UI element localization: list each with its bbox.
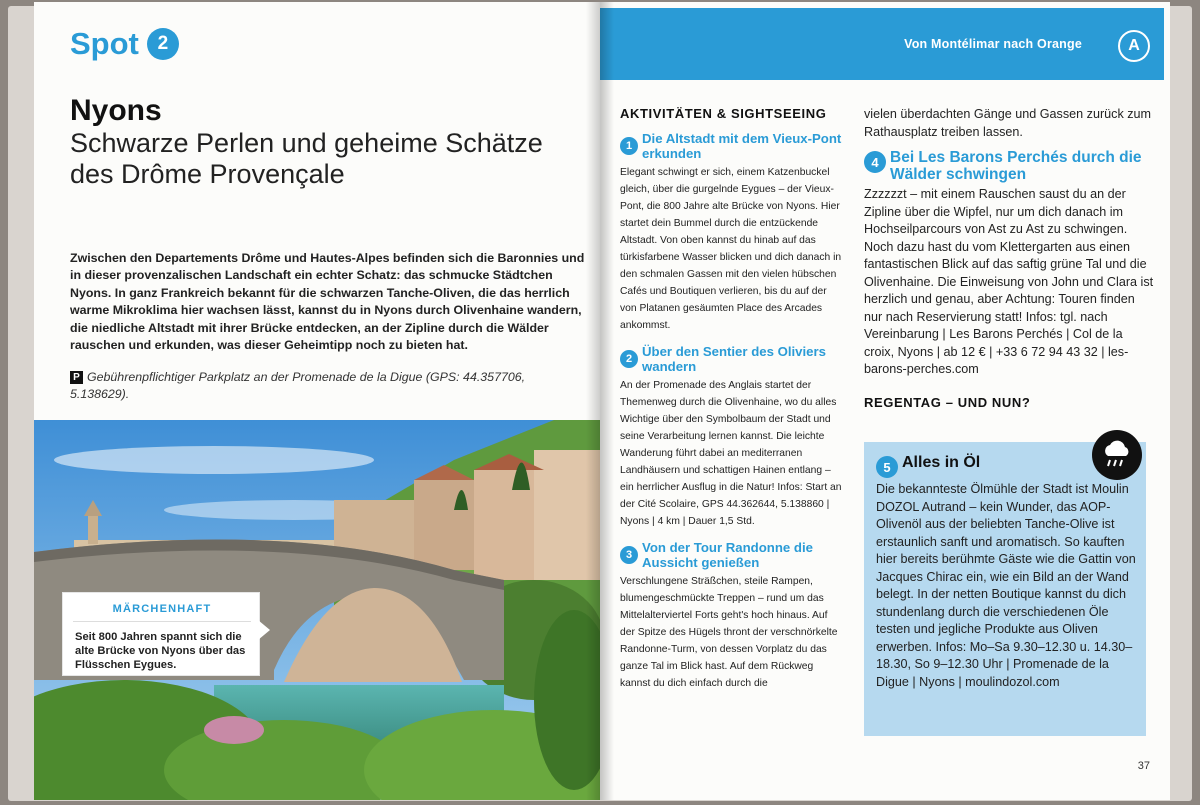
book-gutter-shadow (586, 2, 614, 800)
activity-1 (620, 131, 842, 334)
spot-text: Spot (70, 26, 139, 61)
column-left (620, 106, 842, 702)
left-page (34, 2, 600, 800)
callout-divider (73, 621, 251, 622)
page-title: Nyons (70, 94, 162, 127)
activity-body: An der Promenade des Anglais startet der Themenweg durch die Olivenhaine, wo du alles Wichtige über den Symbolbaum der Stadt und seine Verarbeitung lernen kannst. Die leichte Wanderung führt dabei an mediterranen Landhäusern und schattigen Hainen entlang – ein herrlicher Ausflug in die Natur! Infos: Start an der Cité Scolaire, GPS 44.362644, 5.138860 | Nyons | 4 km | Dauer 1,5 Std. (620, 380, 842, 527)
callout-box (62, 592, 260, 676)
right-page (600, 2, 1170, 800)
parking-text: Gebührenpflichtiger Parkplatz an der Promenade de la Digue (GPS: 44.357706, 5.138629). (70, 370, 526, 401)
parking-info (70, 369, 586, 403)
rain-day-box (864, 442, 1146, 736)
activity-3 (620, 540, 842, 692)
rain-box-body: Die bekannteste Ölmühle der Stadt ist Moulin DOZOL Autrand – kein Wunder, das AOP-Olivenöl aus der beliebten Tanche-Olive ist erstaunlich sanft und aromatisch. So kauften hier bereits berühmte Gäste wie die Gattin von Jacques Chirac ein, wie ein Bild an der Wand belegt. In der netten Boutique kannst du dich stundenlang durch die verschiedenen Öle testen und jegliche Produkte aus Oliven erwerben. Infos: Mo–Sa 9.30–12.30 u. 14.30–18.30, So 9–12.30 Uhr | Promenade de la Digue | Nyons | moulindozol.com (876, 482, 1136, 689)
activity-number: 5 (876, 456, 898, 478)
activity-number: 1 (620, 137, 638, 155)
activity-title: Über den Sentier des Oliviers wandern (642, 344, 826, 374)
activity-number: 3 (620, 546, 638, 564)
activity-title: Die Altstadt mit dem Vieux-Pont erkunden (642, 131, 842, 161)
intro-paragraph: Zwischen den Departements Drôme und Hautes-Alpes befinden sich die Baronnies und in dieser provenzalischen Landschaft ein echter Schatz: das schmucke Städtchen Nyons. In ganz Frankreich bekannt für die schwarzen Tanche-Oliven, die das herrlich warme Mikroklima hier wachsen lässt, kannst du in Nyons durch Olivenhaine wandern, die niedliche Altstadt mit ihrer Brücke entdecken, an der Zipline durch die Wälder rauschen und erkunden, was dieser Geheimtipp noch zu bieten hat. (70, 251, 585, 353)
rain-cloud-icon (1092, 430, 1142, 480)
callout-text: Seit 800 Jahren spannt sich die alte Brücke von Nyons über das Flüsschen Eygues. (75, 631, 246, 671)
page-subtitle: Schwarze Perlen und geheime Schätze des Drôme Provençale (70, 128, 543, 189)
activity-body: Elegant schwingt er sich, einem Katzenbuckel gleich, über die gurgelnde Eygues – der Vieux-Pont, die 800 Jahre alte Brücke von Nyons. Hier startet dein Bummel durch die entzückende Altstadt. Von oben kannst du hinab auf das türkisfarbene Wasser blicken und dich danach in den schmalen Gassen mit den vielen hübschen Cafés und Boutiquen verlieren, bis du auf der von Platanen gesäumten Place des Arcades ankommst. (620, 167, 842, 331)
chapter-title: Von Montélimar nach Orange (904, 37, 1082, 51)
chapter-badge: A (1118, 30, 1150, 62)
spot-number-badge: 2 (147, 28, 179, 60)
section-title: AKTIVITÄTEN & SIGHTSEEING (620, 106, 827, 121)
activity-4 (864, 149, 1156, 379)
parking-icon: P (70, 371, 83, 384)
chapter-header (600, 8, 1164, 80)
activity-title: Von der Tour Randonne die Aussicht genießen (642, 540, 813, 570)
activity-number: 4 (864, 151, 886, 173)
column-right (864, 106, 1156, 410)
activity-number: 2 (620, 350, 638, 368)
activity-body: Verschlungene Sträßchen, steile Rampen, blumengeschmückte Treppen – rund um das Mittelalterviertel Forts geht's hoch hinaus. Auf der Spitze des Hügels thront der verschnörkelte Randonne-Turm, von dessen Vorplatz du das ganze Tal im Blick hast. Auf dem Rückweg kannst du dich einfach durch die (620, 576, 838, 689)
activity-title: Bei Les Barons Perchés durch die Wälder schwingen (890, 149, 1142, 183)
spot-label (70, 26, 179, 62)
callout-pointer (258, 620, 270, 640)
rain-section-title: REGENTAG – UND NUN? (864, 394, 1031, 410)
page-number: 37 (1137, 760, 1150, 772)
activity-2 (620, 344, 842, 530)
callout-label: MÄRCHENHAFT (112, 603, 212, 615)
activity-body: Zzzzzzt – mit einem Rauschen saust du an der Zipline über die Wipfel, nur um dich danach im Hochseilparcours von Ast zu Ast zu schwingen. Noch dazu hast du vom Klettergarten aus einen fantastischen Blick auf das saftig grüne Tal und die Olivenhaine. Die Einweisung von John und Clara ist herzlich und genau, aber Achtung: Touren finden nur nach Reservierung statt! Infos: tgl. nach Vereinbarung | Les Barons Perchés | Col de la croix, Nyons | ab 12 € | +33 6 72 94 43 32 | les-barons-perches.com (864, 187, 1154, 376)
rain-box-title: Alles in Öl (902, 454, 981, 471)
activity-3-continuation: vielen überdachten Gänge und Gassen zurück zum Rathausplatz treiben lassen. (864, 107, 1152, 139)
